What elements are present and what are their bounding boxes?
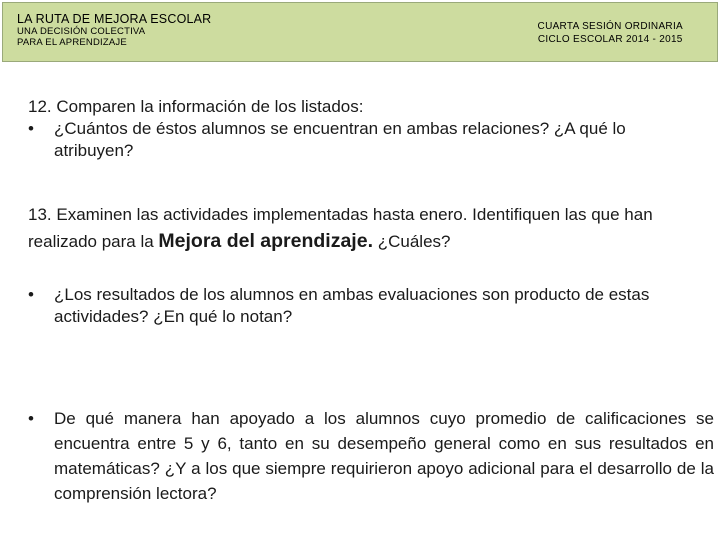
item-13-emphasis: Mejora del aprendizaje. (158, 230, 373, 252)
header-subtitle-line2: PARA EL APRENDIZAJE (17, 37, 127, 48)
header-subtitle-line1: UNA DECISIÓN COLECTIVA (17, 26, 146, 37)
item-12 (28, 96, 688, 162)
header-title: LA RUTA DE MEJORA ESCOLAR (17, 12, 212, 26)
bullet-support: • De qué manera han apoyado a los alumnos cuyo promedio de calificaciones se encuentra entre 5 y 6, tanto en su desempeño general como en sus resultados en matemáticas? ¿Y a los que siempre requirieron apoyo adicional para el desarrollo de la comprensión lectora? (28, 406, 714, 506)
item-12-heading: 12. Comparen la información de los listados: (28, 97, 364, 116)
header-right (538, 20, 683, 46)
item-13-text: 13. Examinen las actividades implementadas hasta enero. Identifiquen las que han realizado para la (28, 205, 653, 251)
item-13 (28, 202, 688, 255)
item-13-question: ¿Cuáles? (373, 232, 451, 251)
session-label: CUARTA SESIÓN ORDINARIA (537, 21, 683, 32)
header-band (2, 2, 718, 62)
header-left (17, 12, 211, 48)
school-cycle-label: CICLO ESCOLAR 2014 - 2015 (537, 34, 683, 45)
item-12-bullet: • ¿Cuántos de éstos alumnos se encuentran en ambas relaciones? ¿A qué lo atribuyen? (28, 118, 688, 162)
bullet-results: • ¿Los resultados de los alumnos en ambas evaluaciones son producto de estas actividades? ¿En qué lo notan? (28, 284, 714, 328)
